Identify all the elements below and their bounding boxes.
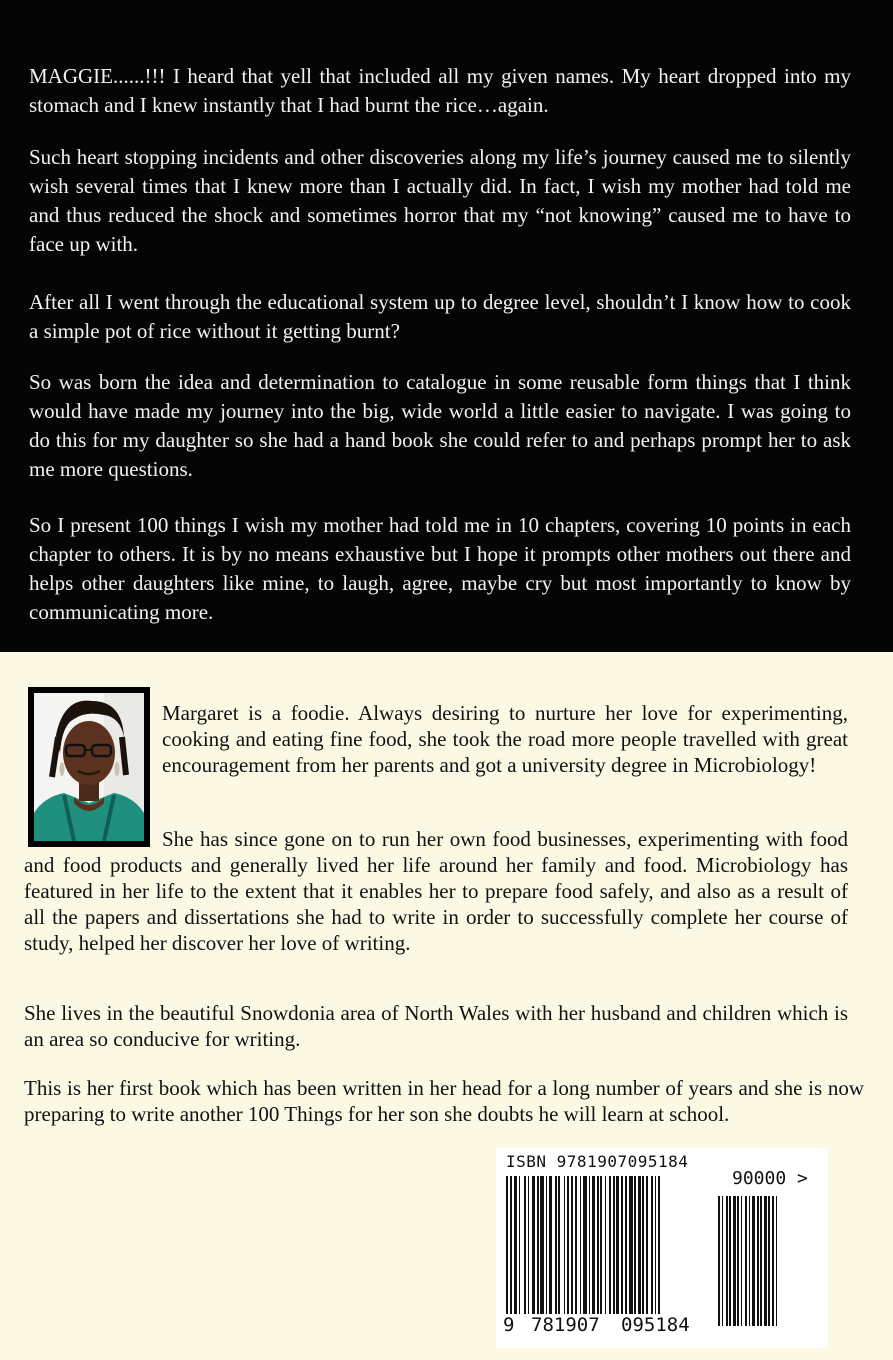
blurb-panel: [0, 0, 893, 652]
author-photo: [28, 687, 150, 847]
barcode-digit-group-2: 095184: [621, 1314, 690, 1336]
author-panel: [0, 652, 893, 1360]
blurb-paragraph-3: After all I went through the educational system up to degree level, shouldn’t I know how to cook a simple pot of rice without it getting burnt?: [29, 290, 851, 343]
author-bio-paragraph-4: This is her first book which has been written in her head for a long number of years and she is now preparing to write another 100 Things for her son she doubts he will learn at school.: [24, 1076, 864, 1126]
author-portrait-image: [34, 693, 144, 841]
author-bio-paragraph-1: Margaret is a foodie. Always desiring to nurture her love for experimenting, cooking and eating fine food, she took the road more people travelled with great encouragement from her parents and got a university degree in Microbiology!: [162, 701, 848, 777]
author-bio-paragraph-3: She lives in the beautiful Snowdonia area of North Wales with her husband and children which is an area so conducive for writing.: [24, 1001, 848, 1051]
price-code: 90000 >: [732, 1168, 808, 1189]
blurb-paragraph-5: So I present 100 things I wish my mother had told me in 10 chapters, covering 10 points in each chapter to others. It is by no means exhaustive but I hope it prompts other mothers out there and helps other daughters like mine, to laugh, agree, maybe cry but most importantly to know by communicating more.: [29, 513, 851, 624]
isbn-barcode: [496, 1148, 828, 1348]
blurb-paragraph-1: MAGGIE......!!! I heard that yell that included all my given names. My heart dropped into my stomach and I knew instantly that I had burnt the rice…again.: [29, 64, 851, 117]
author-bio-paragraph-2: She has since gone on to run her own food businesses, experimenting with food and food products and generally lived her life around her family and food. Microbiology has featured in her life to the extent that it enables her to prepare food safely, and also as a result of all the papers and dissertations she had to write in order to successfully complete her course of study, helped her discover her love of writing.: [24, 827, 848, 955]
isbn-label: ISBN 9781907095184: [506, 1152, 689, 1171]
blurb-paragraph-2: Such heart stopping incidents and other discoveries along my life’s journey caused me to silently wish several times that I knew more than I actually did. In fact, I wish my mother had told me and thus reduced the shock and sometimes horror that my “not knowing” caused me to have to face up with.: [29, 145, 851, 256]
barcode-digit-group-1: 781907: [531, 1314, 600, 1336]
blurb-paragraph-4: So was born the idea and determination to catalogue in some reusable form things that I think would have made my journey into the big, wide world a little easier to navigate. I was going to do this for my daughter so she had a hand book she could refer to and perhaps prompt her to ask me more questions.: [29, 370, 851, 481]
barcode-digit-first: 9: [503, 1314, 515, 1336]
